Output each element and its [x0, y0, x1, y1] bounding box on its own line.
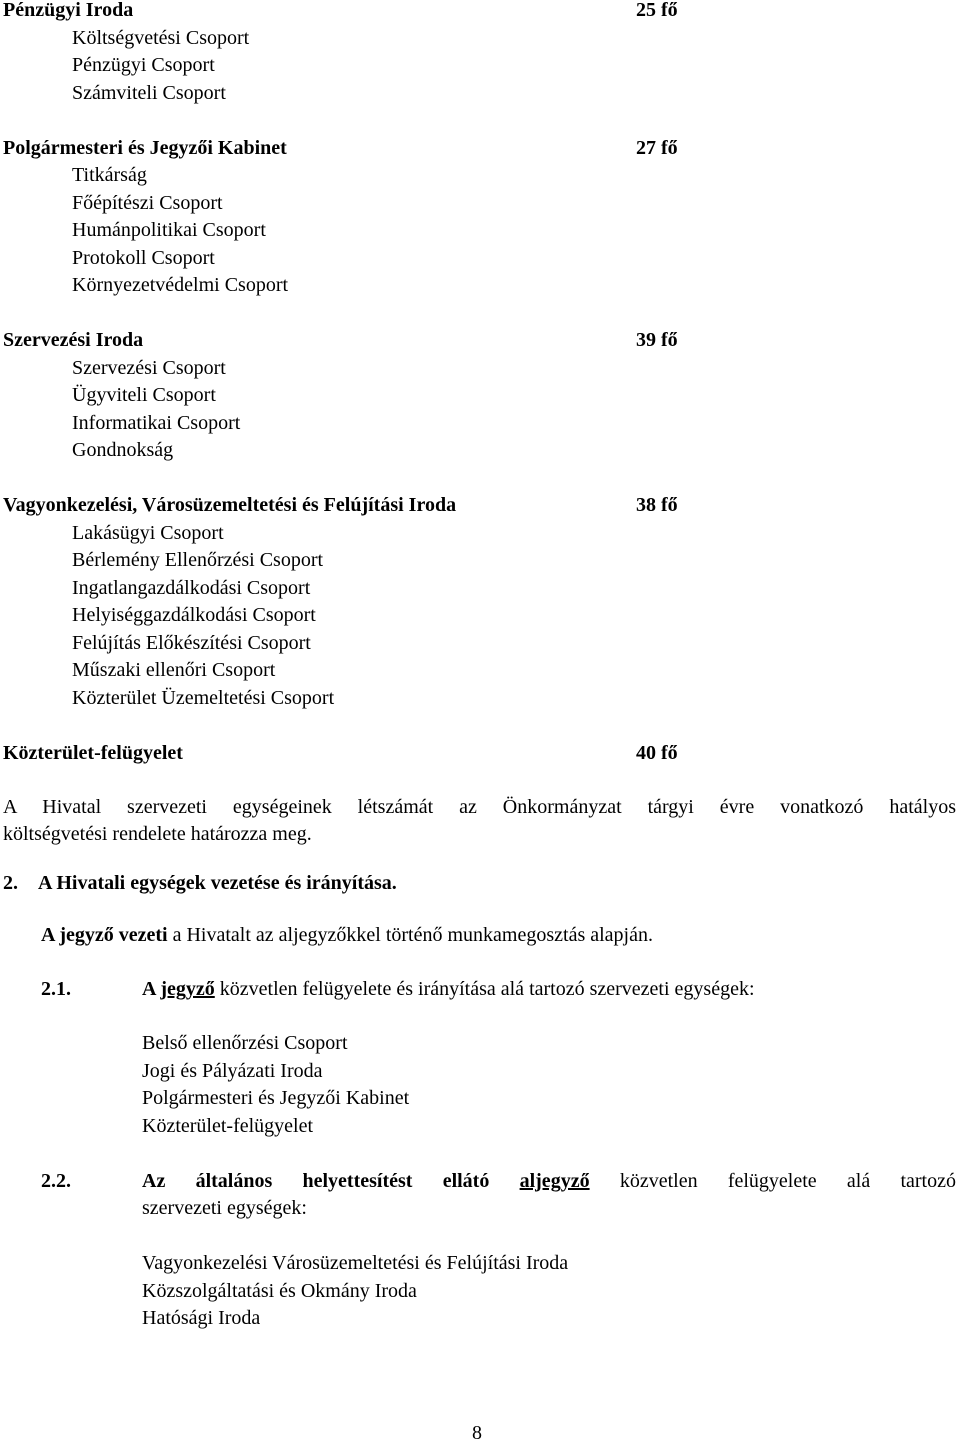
- unit-group: Pénzügyi Csoport: [72, 54, 215, 76]
- unit-group: Környezetvédelmi Csoport: [72, 274, 289, 296]
- jegyzo-line-bold: A jegyző vezeti: [41, 924, 168, 946]
- unit-name: Pénzügyi Iroda: [3, 0, 134, 21]
- sub-2-2-heading: [142, 1171, 956, 1191]
- unit-headcount: 38 fő: [636, 494, 678, 516]
- unit-name: Vagyonkezelési, Városüzemeltetési és Felújítási Iroda: [3, 494, 457, 516]
- sub-2-2-number: 2.2.: [41, 1170, 71, 1192]
- unit-group: Humánpolitikai Csoport: [72, 219, 266, 241]
- staff-paragraph-line1: A Hivatal szervezeti egységeinek létszámát az Önkormányzat tárgyi évre vonatkozó hatályos: [3, 796, 956, 818]
- unit-group: Műszaki ellenőri Csoport: [72, 659, 276, 681]
- sub-2-1-heading: [142, 979, 755, 999]
- unit-group: Lakásügyi Csoport: [72, 521, 224, 544]
- sub-2-1-bold-underlined: jegyző: [160, 978, 215, 1000]
- unit-group: Helyiséggazdálkodási Csoport: [72, 604, 316, 626]
- list-item: Vagyonkezelési Városüzemeltetési és Felújítási Iroda: [142, 1252, 569, 1274]
- sub-2-1-number: 2.1.: [41, 978, 71, 1000]
- unit-group: Számviteli Csoport: [72, 81, 226, 104]
- list-item: Közterület-felügyelet: [142, 1114, 314, 1137]
- sub-2-2-rest: közvetlen felügyelete alá tartozó: [589, 1170, 956, 1192]
- page-number: 8: [472, 1422, 482, 1444]
- jegyzo-line: [41, 925, 653, 945]
- unit-group: Informatikai Csoport: [72, 411, 241, 434]
- sub-2-1-bold-prefix: A: [142, 978, 161, 1000]
- unit-headcount: 40 fő: [636, 741, 678, 764]
- unit-group: Költségvetési Csoport: [72, 26, 250, 49]
- unit-headcount: 25 fő: [636, 0, 678, 21]
- unit-group: Felújítás Előkészítési Csoport: [72, 631, 311, 654]
- unit-name: Szervezési Iroda: [3, 329, 144, 351]
- sub-2-2-bold-prefix: Az általános helyettesítést ellátó: [142, 1170, 520, 1192]
- list-item: Polgármesteri és Jegyzői Kabinet: [142, 1087, 410, 1109]
- unit-name: Polgármesteri és Jegyzői Kabinet: [3, 136, 287, 159]
- sub-2-2-bold-underlined: aljegyző: [519, 1170, 590, 1192]
- unit-group: Főépítészi Csoport: [72, 191, 223, 214]
- sub-2-1-rest: közvetlen felügyelete és irányítása alá tartozó szervezeti egységek:: [214, 978, 755, 1000]
- list-item: Közszolgáltatási és Okmány Iroda: [142, 1279, 417, 1302]
- sub-2-2-heading-line2: szervezeti egységek:: [142, 1197, 307, 1219]
- list-item: Hatósági Iroda: [142, 1307, 261, 1329]
- jegyzo-line-rest: a Hivatalt az aljegyzőkkel történő munkamegosztás alapján.: [167, 924, 653, 946]
- unit-group: Ügyviteli Csoport: [72, 384, 216, 406]
- section-2-title: A Hivatali egységek vezetése és irányítása.: [38, 872, 397, 894]
- unit-group: Közterület Üzemeltetési Csoport: [72, 686, 335, 709]
- unit-name: Közterület-felügyelet: [3, 741, 183, 764]
- unit-headcount: 39 fő: [636, 329, 678, 351]
- unit-group: Titkárság: [72, 164, 147, 186]
- list-item: Jogi és Pályázati Iroda: [142, 1059, 323, 1082]
- unit-group: Ingatlangazdálkodási Csoport: [72, 576, 311, 599]
- unit-group: Bérlemény Ellenőrzési Csoport: [72, 549, 324, 571]
- unit-headcount: 27 fő: [636, 136, 678, 159]
- section-2-number: 2.: [3, 872, 18, 894]
- list-item: Belső ellenőrzési Csoport: [142, 1032, 348, 1054]
- unit-group: Protokoll Csoport: [72, 246, 215, 269]
- unit-group: Gondnokság: [72, 439, 174, 461]
- unit-group: Szervezési Csoport: [72, 356, 226, 379]
- staff-paragraph-line2: költségvetési rendelete határozza meg.: [3, 823, 312, 845]
